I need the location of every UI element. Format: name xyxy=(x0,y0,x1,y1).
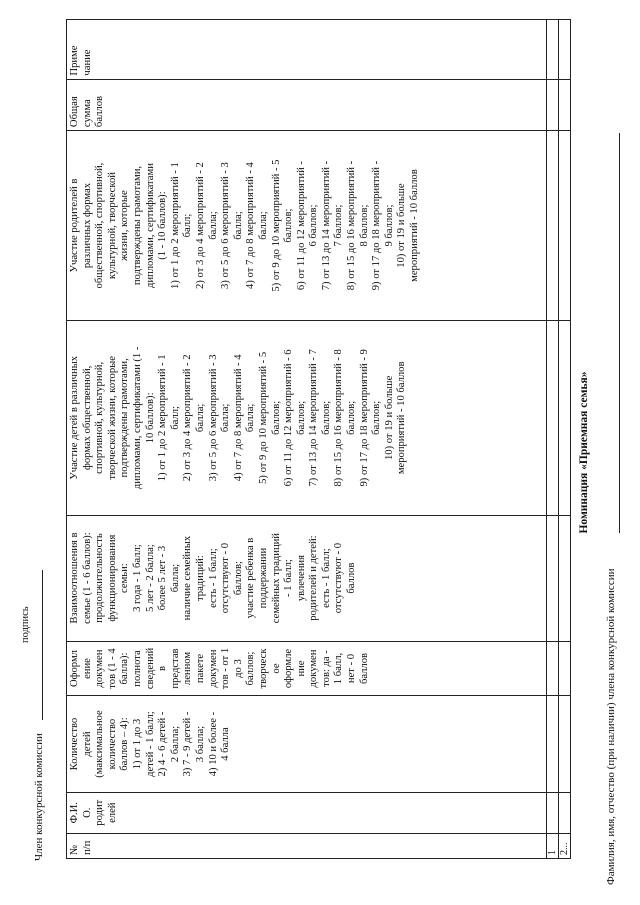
header-line: функционирования xyxy=(106,534,118,622)
header-line: 3) 7 - 9 детей - xyxy=(182,711,194,777)
col-total xyxy=(67,79,547,131)
header-line: культурной, творческой xyxy=(106,172,118,280)
header-line: 4) 10 и более - xyxy=(207,711,219,777)
col-number xyxy=(67,833,547,858)
header-line: спортивной, культурной, xyxy=(94,361,106,474)
header-line: отсутствуют - 0 xyxy=(220,542,232,614)
header-line: творческ xyxy=(257,648,269,689)
col-family-relations xyxy=(67,515,547,641)
header-line: баллов xyxy=(346,562,358,594)
header-line: 1 балл, xyxy=(333,652,345,685)
header-line: 9) от 17 до 18 мероприятий - xyxy=(371,160,383,291)
header-line: ленном xyxy=(182,651,194,686)
col-documents xyxy=(67,641,547,696)
header-line: представ xyxy=(169,648,181,689)
header-line: Количество xyxy=(69,717,80,771)
header-line: подтверждены грамотами, xyxy=(131,165,143,286)
header-line: 9) от 17 до 18 мероприятий - 9 xyxy=(358,349,370,487)
header-line: ение xyxy=(81,658,93,679)
header-line: баллов; xyxy=(346,400,358,435)
header-line: продолжительность xyxy=(94,533,106,623)
header-line: 7) от 13 до 14 мероприятий - 7 xyxy=(308,349,320,487)
evaluation-table xyxy=(66,19,571,859)
header-line: балла): xyxy=(119,652,131,685)
header-line: 2) от 3 до 4 мероприятий - 2 xyxy=(182,354,194,482)
header-line: общественной, спортивной, xyxy=(94,162,106,289)
header-line: дипломами, сертификатами (1 - xyxy=(131,346,143,490)
header-line: докумен xyxy=(308,649,320,688)
header-line: докумен xyxy=(207,649,219,688)
header-line: (1 - 10 баллов): xyxy=(157,191,169,260)
header-line: баллов; xyxy=(295,400,307,435)
header-line: 1) от 1 до 3 xyxy=(131,718,143,770)
header-line: тов (1 - 4 xyxy=(106,648,118,689)
header-line: баллов; xyxy=(232,561,244,596)
table-header-row xyxy=(67,20,547,859)
header-line: балла; xyxy=(169,563,181,593)
header-line: 3 балла; xyxy=(194,725,206,763)
header-line: традиций: xyxy=(194,555,206,601)
header-line: балл; xyxy=(169,406,181,430)
header-line: творческой жизни, которые xyxy=(106,356,118,480)
row-number: 1 xyxy=(546,833,558,858)
row-number: 2... xyxy=(558,833,570,858)
header-line: 5 лет - 2 балла; xyxy=(144,544,156,612)
header-line: Участие родителей в xyxy=(69,178,80,273)
header-line: до 3 xyxy=(232,659,244,678)
header-line: увлечения xyxy=(295,555,307,602)
header-line: докумен xyxy=(94,649,106,688)
header-line: баллов; xyxy=(371,400,383,435)
header-line: количество xyxy=(106,718,118,770)
header-line: 8 баллов; xyxy=(358,204,370,247)
nomination-title: Номинация «Приемная семья» xyxy=(578,371,590,534)
header-line: - 1 балл; xyxy=(283,559,295,598)
header-line: балла; xyxy=(232,211,244,240)
header-line: 6 баллов; xyxy=(308,204,320,247)
header-line: более 5 лет - 3 xyxy=(157,545,169,611)
header-line: есть - 1 балл; xyxy=(207,548,219,608)
col-children xyxy=(67,696,547,792)
header-line: балла; xyxy=(207,211,219,240)
header-line: елей xyxy=(106,802,118,823)
header-line: баллов; xyxy=(270,400,282,435)
header-line: детей - 1 балл; xyxy=(144,711,156,777)
signature-caption: подпись xyxy=(20,606,31,643)
signature-line xyxy=(42,570,43,720)
header-line: различных формах xyxy=(81,183,93,269)
header-line: 7) от 13 до 14 мероприятий - xyxy=(320,160,332,291)
header-line: Оформл xyxy=(69,650,80,687)
header-line: пакете xyxy=(194,653,206,684)
header-line: семье (1 - 6 баллов): xyxy=(81,532,93,624)
header-line: 10 баллов): xyxy=(144,392,156,444)
header-line: (максимальное xyxy=(94,710,106,778)
header-line: № xyxy=(69,844,80,855)
header-line: мероприятий - 10 баллов xyxy=(409,169,421,282)
col-fio xyxy=(67,792,547,833)
header-line: 10) от 19 и больше xyxy=(396,183,408,268)
header-line: Ф.И. xyxy=(69,802,80,824)
header-line: Взаимоотношения в xyxy=(69,532,80,624)
header-line: родит xyxy=(94,799,106,826)
header-line: семьи: xyxy=(119,563,131,593)
col-children-events xyxy=(67,321,547,516)
header-line: 1) от 1 до 2 мероприятий - 1 xyxy=(169,162,181,289)
header-line: 2 балла; xyxy=(169,725,181,763)
header-line: 4) от 7 до 8 мероприятий - 4 xyxy=(232,354,244,482)
header-line: балла; xyxy=(220,403,232,433)
header-line: Участие детей в различных xyxy=(69,355,80,480)
header-line: сумма xyxy=(81,99,93,128)
header-line: участие ребенка в xyxy=(245,537,257,619)
header-line: балла; xyxy=(194,403,206,433)
header-line: 7 баллов; xyxy=(333,204,345,247)
header-line: тов - от 1 xyxy=(220,647,232,690)
header-line: балла; xyxy=(245,403,257,433)
header-line: подтверждены грамотами, xyxy=(119,358,131,478)
col-note xyxy=(67,20,547,80)
header-line: 8) от 15 до 16 мероприятий - 8 xyxy=(333,349,345,487)
header-line: баллов; xyxy=(283,208,295,243)
header-line: О. xyxy=(81,807,93,818)
footer-role: Член конкурсной комиссии xyxy=(33,733,45,861)
header-line: 4 балла xyxy=(220,727,232,761)
header-text: Фамилия, имя, отчество (при наличии) члена конкурсной комиссии xyxy=(605,568,617,885)
header-line: Общая xyxy=(69,96,80,128)
header-line: 3 года - 1 балл; xyxy=(131,544,143,612)
header-line: нет - 0 xyxy=(346,653,358,684)
header-line: 6) от 11 до 12 мероприятий - 6 xyxy=(283,349,295,487)
header-line: Приме xyxy=(69,45,80,76)
header-line: 9 баллов; xyxy=(383,204,395,247)
header-line: 3) от 5 до 6 мероприятий - 3 xyxy=(207,354,219,482)
header-line: 5) от 9 до 10 мероприятий - 5 xyxy=(257,351,269,484)
header-line: родителей и детей: xyxy=(308,535,320,621)
header-line: баллов – 4): xyxy=(119,717,131,771)
header-line: 3) от 5 до 6 мероприятий - 3 xyxy=(220,162,232,289)
header-line: баллов xyxy=(94,96,106,128)
header-underline xyxy=(619,133,620,533)
header-line: сведений xyxy=(144,647,156,690)
header-line: 2) от 3 до 4 мероприятий - 2 xyxy=(194,162,206,289)
header-line: 6) от 11 до 12 мероприятий - xyxy=(295,161,307,291)
header-line: полнота xyxy=(131,650,143,687)
header-line: 4) от 7 до 8 мероприятий - 4 xyxy=(245,162,257,289)
col-parents-events xyxy=(67,131,547,321)
header-line: дипломами, сертификатами xyxy=(144,163,156,289)
header-line: в xyxy=(157,666,169,672)
header-line: ние xyxy=(295,660,307,677)
header-line: 10) от 19 и больше xyxy=(383,375,395,460)
header-line: детей xyxy=(81,731,93,757)
header-line: отсутствуют - 0 xyxy=(333,542,345,614)
header-line: баллов; xyxy=(320,400,332,435)
header-line: тов: да - xyxy=(320,650,332,687)
header-line: ое xyxy=(270,663,282,674)
header-line: 2) 4 - 6 детей - xyxy=(157,711,169,777)
header-line: оформле xyxy=(283,648,295,689)
header-line: формах общественной, xyxy=(81,365,93,471)
header-line: баллов; xyxy=(245,651,257,686)
header-line: чание xyxy=(81,49,93,76)
header-line: баллов xyxy=(358,652,370,685)
header-line: поддержании xyxy=(257,547,269,609)
table-row xyxy=(546,20,558,859)
header-line: наличие семейных xyxy=(182,535,194,621)
header-line: мероприятий - 10 баллов xyxy=(396,361,408,475)
header-line: 1) от 1 до 2 мероприятий - 1 xyxy=(157,354,169,482)
header-line: 5) от 9 до 10 мероприятий - 5 xyxy=(270,159,282,292)
header-line: есть - 1 балл; xyxy=(320,548,332,608)
header-line: 8) от 15 до 16 мероприятий - xyxy=(346,160,358,291)
header-line: балла; xyxy=(257,211,269,240)
header-line: балл; xyxy=(182,213,194,238)
header-line: п/п xyxy=(81,840,93,855)
header-line: жизни, которые xyxy=(119,190,131,261)
table-row xyxy=(558,20,570,859)
header-line: семейных традиций xyxy=(270,533,282,624)
